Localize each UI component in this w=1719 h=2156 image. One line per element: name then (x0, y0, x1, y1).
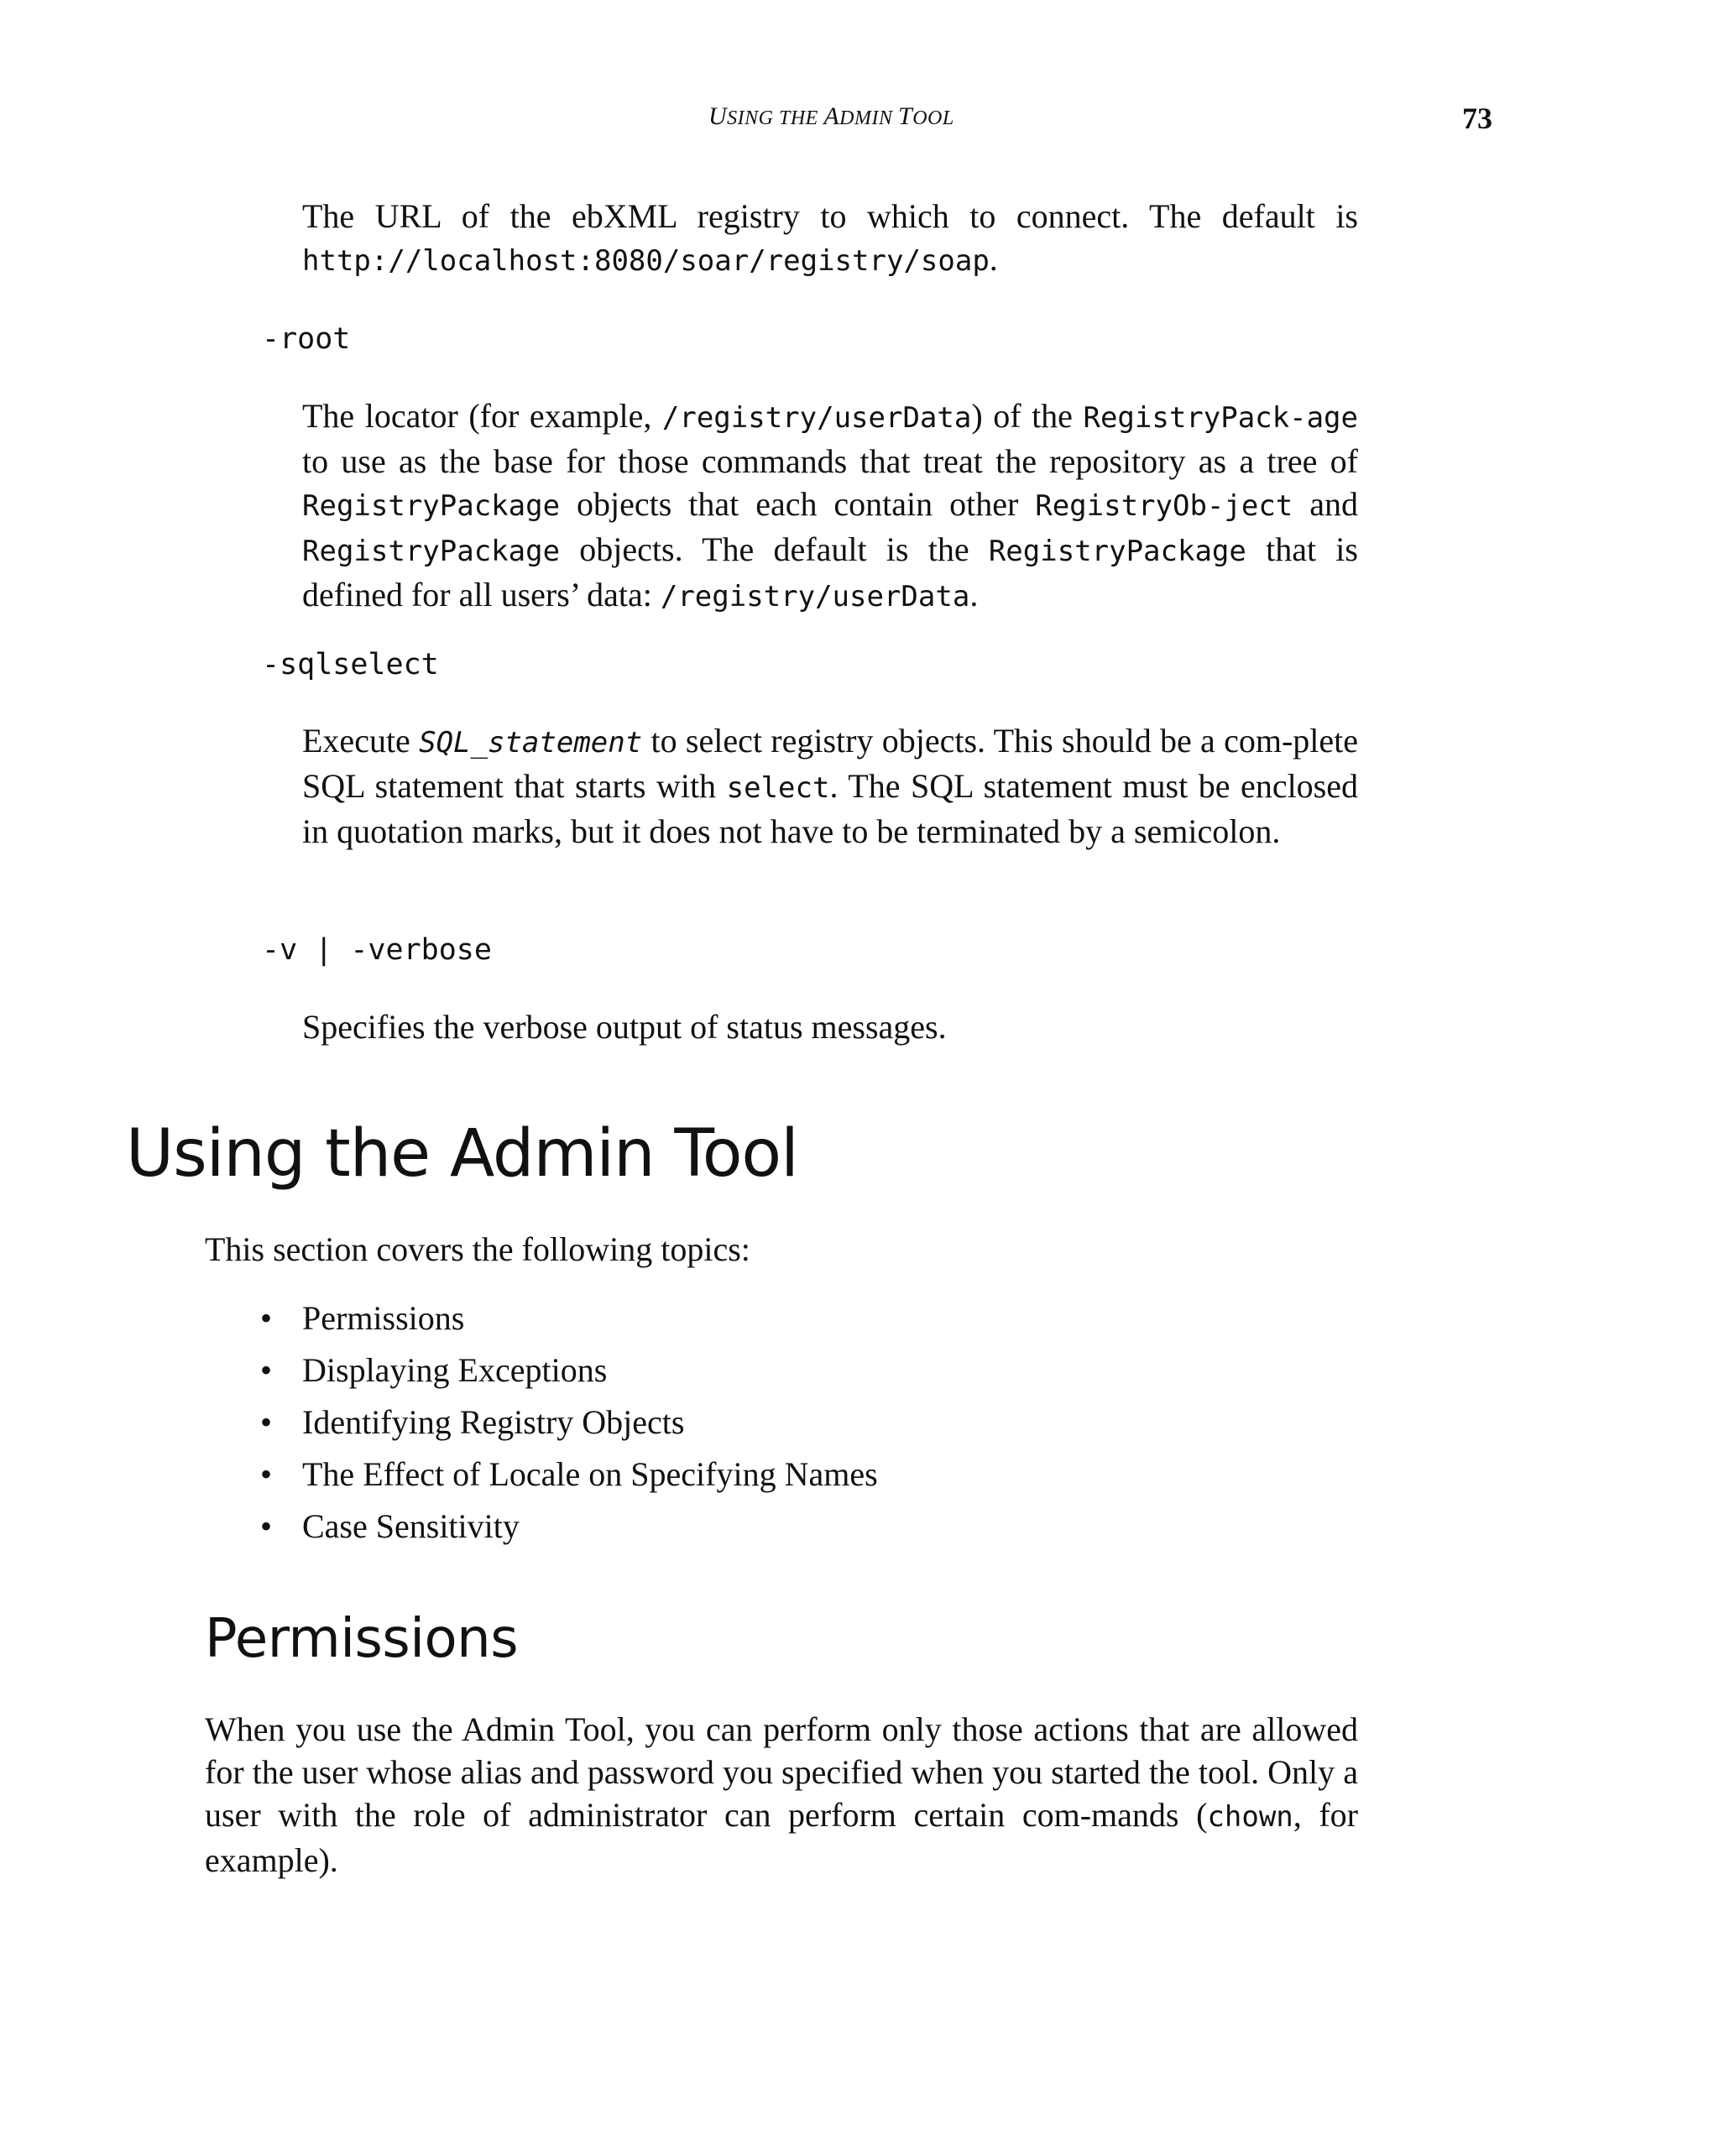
sqlselect-option-description (302, 719, 1358, 853)
running-title-smallcaps: DMIN (839, 107, 898, 129)
bullet-icon: • (260, 1403, 273, 1441)
topic-label: Displaying Exceptions (302, 1351, 608, 1389)
root-text: that is defined for all users’ data: (302, 530, 1358, 613)
running-title-initial: T (898, 102, 913, 130)
running-title-smallcaps: SING THE (727, 107, 824, 129)
topic-label: The Effect of Locale on Specifying Names (302, 1455, 878, 1493)
topic-list (260, 1292, 878, 1553)
root-code: RegistryPackage (302, 535, 561, 568)
topic-label: Permissions (302, 1299, 465, 1337)
root-text: The locator (for example, (302, 397, 662, 435)
url-option-text-end: . (989, 240, 998, 278)
list-item (260, 1344, 878, 1396)
sqlselect-text: . The SQL statement must be enclosed in quotation marks, but it does not have to be terminated by a semicolon. (302, 767, 1359, 850)
running-head (0, 102, 1719, 136)
root-text: ) of the (971, 397, 1084, 435)
url-option-code: http://localhost:8080/soar/registry/soap (302, 244, 990, 278)
sqlselect-code-italic: SQL_statement (419, 726, 643, 760)
root-text: and (1293, 485, 1358, 523)
section-intro: This section covers the following topics: (205, 1230, 750, 1268)
running-title (708, 102, 954, 131)
sqlselect-text: Execute (302, 722, 420, 760)
bullet-icon: • (260, 1507, 273, 1545)
list-item (260, 1501, 878, 1553)
bullet-icon: • (260, 1351, 273, 1389)
root-text: objects. The default is the (560, 530, 989, 568)
sqlselect-text: to select registry objects. This should be a com-plete SQL statement that starts with (302, 722, 1359, 805)
root-text: to use as the base for those commands that treat the repository as a tree of (302, 442, 1358, 480)
list-item (260, 1292, 878, 1344)
root-code: RegistryPack-age (1083, 401, 1358, 435)
root-option-description (302, 394, 1358, 619)
topic-label: Case Sensitivity (302, 1507, 520, 1545)
permissions-text-end: , for example). (205, 1796, 1358, 1879)
bullet-icon: • (260, 1299, 273, 1337)
option-sqlselect: -sqlselect (262, 648, 439, 681)
list-item (260, 1396, 878, 1449)
option-verbose: -v | -verbose (262, 933, 492, 967)
permissions-code: chown (1207, 1800, 1293, 1834)
page-number: 73 (1462, 102, 1492, 135)
option-root: -root (262, 322, 351, 356)
section-heading: Using the Admin Tool (126, 1116, 798, 1192)
permissions-heading: Permissions (205, 1608, 519, 1670)
root-code: RegistryOb-ject (1035, 489, 1293, 523)
list-item (260, 1449, 878, 1501)
root-code: RegistryPackage (988, 535, 1246, 568)
permissions-text: When you use the Admin Tool, you can perform only those actions that are allowed for the user whose alias and password you specified when you started the tool. Only a user with the role of administrator can perform certain com-mands ( (205, 1710, 1358, 1834)
url-option-description (302, 195, 1358, 283)
bullet-icon: • (260, 1455, 273, 1493)
verbose-option-description: Specifies the verbose output of status messages. (302, 1008, 947, 1046)
root-text: . (969, 576, 979, 613)
permissions-paragraph (205, 1708, 1358, 1882)
running-title-initial: A (823, 102, 840, 130)
root-text: objects that each contain other (560, 485, 1036, 523)
root-code: RegistryPackage (302, 489, 561, 523)
root-code: /registry/userData (660, 580, 970, 613)
url-option-text: The URL of the ebXML registry to which to connect. The default is (302, 197, 1358, 235)
sqlselect-code: select (726, 771, 830, 805)
root-code: /registry/userData (661, 401, 972, 435)
topic-label: Identifying Registry Objects (302, 1403, 685, 1441)
running-title-initial: U (708, 102, 728, 130)
running-title-smallcaps: OOL (912, 107, 954, 129)
